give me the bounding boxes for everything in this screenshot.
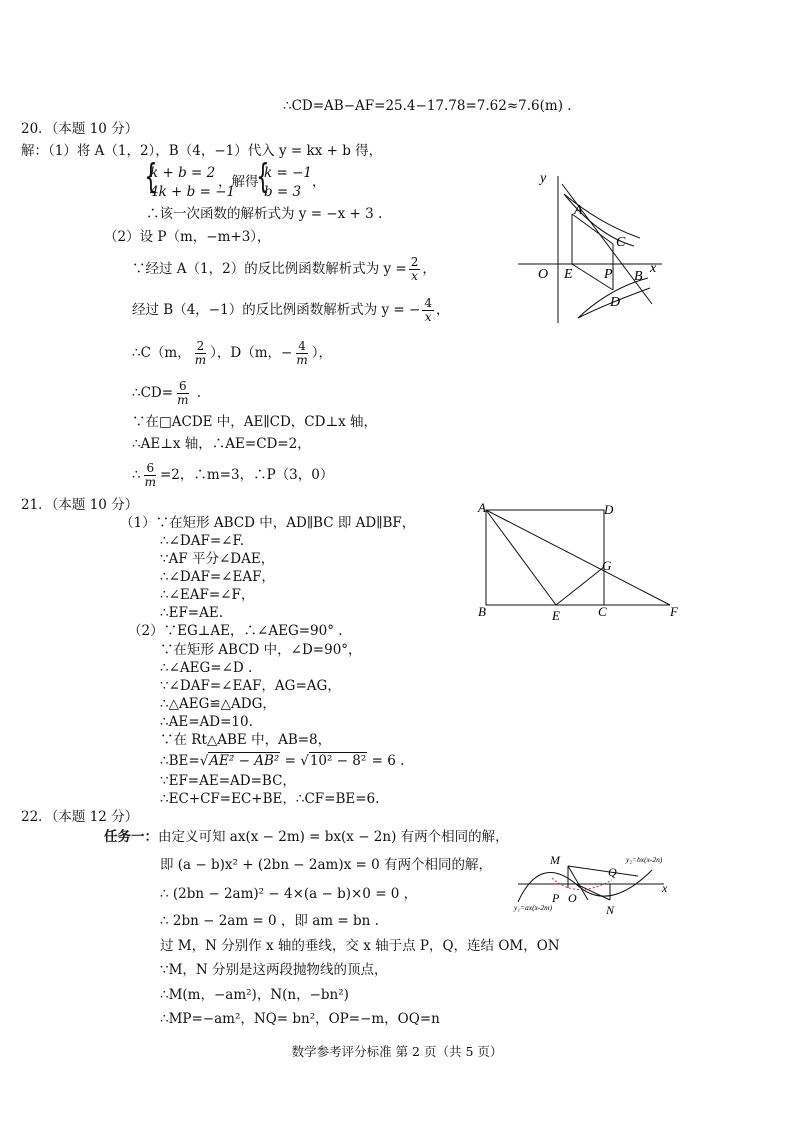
- top-line: ∴CD=AB−AF=25.4−17.78=7.62≈7.6(m) .: [283, 98, 572, 114]
- num: 2: [196, 339, 205, 353]
- den: x: [411, 269, 418, 283]
- label-G: G: [602, 558, 612, 573]
- label-P: P: [552, 891, 560, 905]
- q21-line1: （1）∵在矩形 ABCD 中，AD∥BC 即 AD∥BF，: [120, 515, 416, 531]
- label-x: x: [662, 881, 668, 895]
- q20-line1: 解：（1）将 A（1，2），B（4，−1）代入 y = kx + b 得，: [21, 143, 383, 159]
- q20-system2-b: b = 3: [264, 184, 302, 200]
- label-O: O: [538, 267, 549, 282]
- frac: [143, 462, 158, 489]
- t: 由定义可知 ax(x − 2m) = bx(x − 2n) 有两个相同的解，: [158, 829, 509, 845]
- q21-line6: ∴EF=AE.: [160, 605, 224, 621]
- q21-line13: ∵在 Rt△ABE 中，AB=8，: [160, 732, 332, 748]
- t: =2，∴m=3，∴P（3，0）: [159, 467, 334, 483]
- q21-line14: ∴BE=√AE² − AB² = √10² − 8² = 6 .: [160, 753, 405, 769]
- q20-line6: [132, 340, 332, 367]
- label-B: B: [634, 269, 643, 284]
- page-footer: 数学参考评分标准 第 2 页（共 5 页）: [291, 1044, 503, 1059]
- task-one-label: 任务一：: [104, 829, 158, 845]
- t: ∴: [132, 467, 141, 483]
- segment-MQ: [568, 866, 638, 876]
- label-Q: Q: [608, 865, 617, 879]
- sqrt-content: AE² − AB²: [209, 753, 280, 769]
- q21-line8: ∵在矩形 ABCD 中，∠D=90°，: [160, 642, 362, 658]
- q21-header: 21．（本题 10 分）: [21, 497, 139, 513]
- segment-AE: [486, 510, 556, 605]
- den: x: [424, 310, 432, 324]
- q20-figure: [510, 168, 670, 328]
- label-D: D: [610, 295, 621, 310]
- num: 6: [146, 461, 155, 475]
- brace-left-2: {: [256, 157, 270, 197]
- num: 4: [424, 296, 432, 310]
- num: 4: [298, 339, 306, 353]
- q20-line10: [132, 462, 333, 489]
- t: ∴CD=: [132, 385, 174, 401]
- t: ∴BE=: [160, 753, 200, 769]
- frac: [193, 340, 208, 367]
- den: m: [144, 475, 156, 489]
- q22-line5: 过 M，N 分别作 x 轴的垂线，交 x 轴于点 P，Q，连结 OM，ON: [160, 938, 560, 954]
- q21-line9: ∴∠AEG=∠D .: [160, 660, 253, 676]
- segment-AC: [572, 214, 613, 244]
- label-C: C: [598, 604, 607, 619]
- label-E: E: [552, 608, 560, 623]
- q21-line2: ∴∠DAF=∠F.: [160, 533, 245, 549]
- q20-system1-a: k + b = 2: [150, 165, 216, 181]
- q22-line7: ∴M(m，−am²)，N(n，−bn²): [160, 987, 349, 1003]
- frac: [294, 340, 309, 367]
- label-A: A: [478, 500, 486, 515]
- segment-AF: [486, 510, 670, 605]
- num: 2: [410, 255, 419, 269]
- q21-line16: ∴EC+CF=EC+BE，∴CF=BE=6.: [160, 791, 380, 807]
- q22-line6: ∵M，N 分别是这两段抛物线的顶点，: [160, 962, 388, 978]
- q20-line3: （2）设 P（m，−m+3），: [104, 229, 271, 245]
- q20-line5-text: 经过 B（4，−1）的反比例函数解析式为 y = −: [132, 302, 421, 318]
- q22-line8: ∴MP=−am²，NQ= bn²，OP=−m，OQ=n: [160, 1011, 440, 1027]
- segment-ON: [576, 884, 610, 900]
- q20-line7: [132, 380, 201, 407]
- q20-line4: [132, 256, 436, 283]
- label-y: y: [540, 171, 547, 186]
- q21-line10: ∵∠DAF=∠EAF，AG=AG，: [160, 678, 341, 694]
- q22-figure: [512, 848, 682, 916]
- num: 6: [178, 379, 187, 393]
- q22-line2: 即 (a − b)x² + (2bn − 2am)x = 0 有两个相同的解，: [160, 857, 493, 873]
- q20-solve-text: ，解得: [218, 174, 259, 190]
- q20-line5-end: ，: [435, 302, 450, 318]
- frac: [409, 256, 421, 283]
- q22-header: 22．（本题 12 分）: [21, 809, 139, 825]
- label-M: M: [550, 853, 560, 867]
- q20-line4-end: ，: [422, 261, 436, 277]
- q21-line3: ∵AF 平分∠DAE，: [160, 551, 275, 567]
- t: =: [280, 753, 301, 769]
- t: .: [192, 385, 202, 401]
- q21-line15: ∵EF=AE=AD=BC，: [160, 773, 296, 789]
- label-y1: y₁=ax(x-2m): [514, 903, 553, 912]
- t: ），D（m，−: [210, 345, 293, 361]
- brace-left-1: {: [144, 157, 158, 197]
- q20-line2: ∴该一次函数的解析式为 y = −x + 3 .: [146, 206, 383, 222]
- q21-figure: [474, 498, 684, 626]
- t: = 6 .: [367, 753, 405, 769]
- q21-line11: ∴△AEG≌△ADG，: [160, 696, 276, 712]
- den: m: [296, 353, 308, 367]
- sqrt-content: 10² − 8²: [309, 753, 367, 769]
- q22-line4: ∴ 2bn − 2am = 0 ，即 am = bn .: [160, 913, 379, 929]
- label-D: D: [604, 502, 614, 517]
- q20-comma: ，: [312, 174, 326, 190]
- q20-line4-text: ∵经过 A（1，2）的反比例函数解析式为 y =: [132, 261, 407, 277]
- label-O: O: [568, 891, 577, 905]
- den: m: [194, 353, 207, 367]
- label-C: C: [616, 235, 626, 250]
- label-P: P: [604, 267, 613, 282]
- label-F: F: [670, 604, 678, 619]
- q21-line5: ∴∠EAF=∠F，: [160, 587, 255, 603]
- q20-line9: ∴AE⊥x 轴，∴AE=CD=2，: [132, 436, 311, 452]
- label-E: E: [564, 267, 573, 282]
- den: m: [177, 393, 189, 407]
- segment-EG: [556, 567, 604, 605]
- label-B: B: [478, 604, 486, 619]
- q20-header: 20．（本题 10 分）: [21, 121, 139, 137]
- q21-line7: （2）∵EG⊥AE，∴∠AEG=90° .: [128, 623, 343, 639]
- q20-system2-a: k = −1: [264, 165, 312, 181]
- label-N: N: [606, 903, 615, 916]
- q22-line3: ∴ (2bn − 2am)² − 4×(a − b)×0 = 0 ，: [160, 886, 418, 902]
- q21-line12: ∴AE=AD=10.: [160, 714, 253, 730]
- q22-line1: [104, 828, 509, 846]
- q20-line5: [132, 297, 449, 324]
- q20-line8: ∵在□ACDE 中，AE∥CD，CD⊥x 轴，: [132, 414, 378, 430]
- label-x: x: [650, 261, 657, 276]
- t: ），: [311, 345, 332, 361]
- label-A: A: [574, 203, 583, 218]
- frac: [422, 297, 434, 324]
- label-y2: y₂=bx(x-2n): [626, 855, 663, 864]
- t: ∴C（m，: [132, 345, 191, 361]
- q20-system1-b: 4k + b = −1: [150, 184, 236, 200]
- q21-line4: ∴∠DAF=∠EAF，: [160, 569, 275, 585]
- frac: [175, 380, 190, 407]
